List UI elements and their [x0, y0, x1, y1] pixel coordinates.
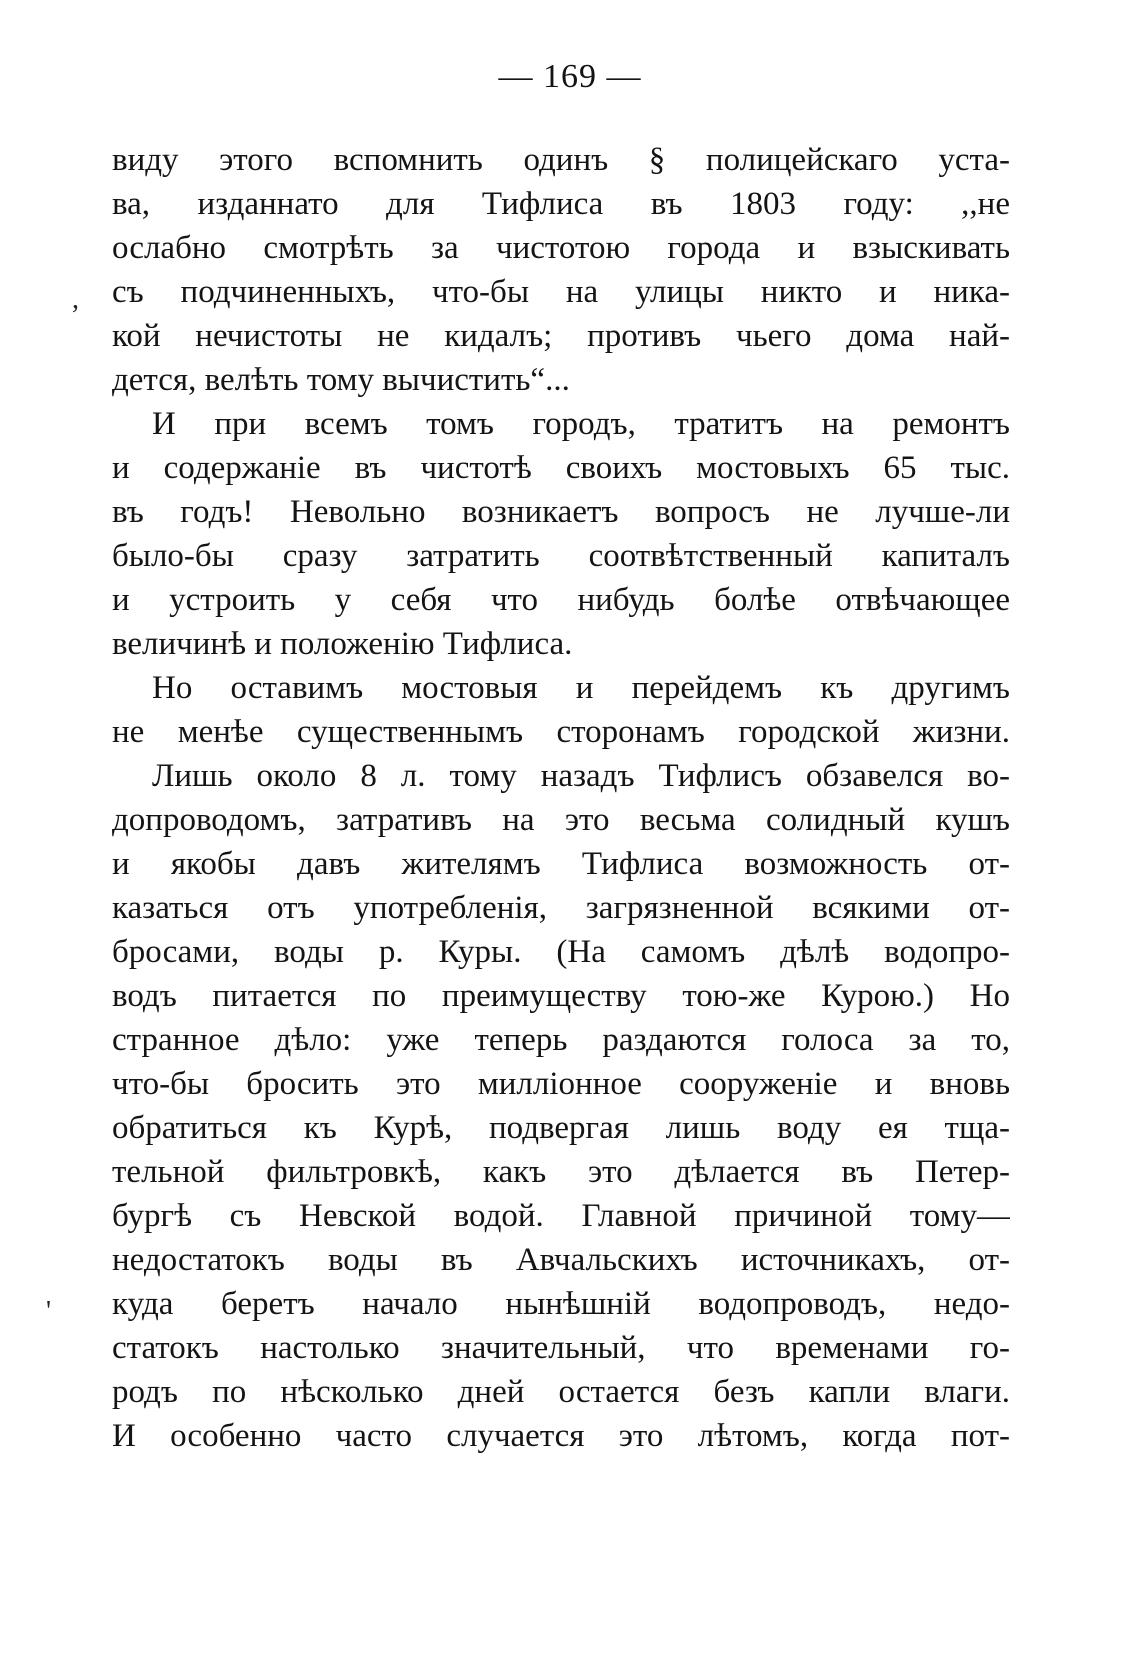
text-line: что-бы бросить это милліонное сооруженіе и вновь: [112, 1066, 1010, 1102]
text-line: бросами, воды р. Куры. (На самомъ дѣлѣ водопро-: [112, 934, 1010, 970]
text-line: водъ питается по преимуществу тою-же Курою.) Но: [112, 978, 1010, 1014]
text-line: и устроить у себя что нибудь болѣе отвѣчающее: [112, 582, 1010, 618]
text-line: странное дѣло: уже теперь раздаются голоса за то,: [112, 1022, 1010, 1058]
stray-ink-mark: ': [46, 1296, 52, 1327]
text-line: величинѣ и положенію Тифлиса.: [112, 626, 573, 662]
text-line: ва, изданнато для Тифлиса въ 1803 году: ,,не: [112, 186, 1010, 222]
text-line: Но оставимъ мостовыя и перейдемъ къ другимъ: [152, 670, 1010, 706]
text-line: родъ по нѣсколько дней остается безъ капли влаги.: [112, 1374, 1010, 1410]
text-line: и содержаніе въ чистотѣ своихъ мостовыхъ 65 тыс.: [112, 450, 1010, 486]
text-line: кой нечистоты не кидалъ; противъ чьего дома най-: [112, 318, 1010, 354]
text-line: куда беретъ начало нынѣшній водопроводъ, недо-: [112, 1286, 1010, 1322]
text-line: тельной фильтровкѣ, какъ это дѣлается въ Петер-: [112, 1154, 1010, 1190]
text-line: И при всемъ томъ городъ, тратитъ на ремонтъ: [152, 406, 1010, 442]
text-line: недостатокъ воды въ Авчальскихъ источникахъ, от-: [112, 1242, 1010, 1278]
text-line: и якобы давъ жителямъ Тифлиса возможность от-: [112, 846, 1010, 882]
text-line: виду этого вспомнить одинъ § полицейскаго уста-: [112, 142, 1010, 178]
text-line: казаться отъ употребленія, загрязненной всякими от-: [112, 890, 1010, 926]
stray-ink-mark: ,: [72, 284, 79, 315]
text-line: ослабно смотрѣть за чистотою города и взыскивать: [112, 230, 1010, 266]
body-text: [112, 138, 1010, 1458]
text-line: было-бы сразу затратить соотвѣтственный капиталъ: [112, 538, 1010, 574]
text-line: обратиться къ Курѣ, подвергая лишь воду ея тща-: [112, 1110, 1010, 1146]
text-line: съ подчиненныхъ, что-бы на улицы никто и ника-: [112, 274, 1010, 310]
text-line: И особенно часто случается это лѣтомъ, когда пот-: [112, 1418, 1010, 1454]
text-line: бургѣ съ Невской водой. Главной причиной тому—: [112, 1198, 1010, 1234]
text-line: допроводомъ, затративъ на это весьма солидный кушъ: [112, 802, 1010, 838]
text-line: дется, велѣть тому вычистить“...: [112, 362, 570, 398]
text-line: не менѣе существеннымъ сторонамъ городской жизни.: [112, 714, 1010, 750]
text-line: въ годъ! Невольно возникаетъ вопросъ не лучше-ли: [112, 494, 1010, 530]
text-line: статокъ настолько значительный, что временами го-: [112, 1330, 1010, 1366]
text-line: Лишь около 8 л. тому назадъ Тифлисъ обзавелся во-: [152, 758, 1010, 794]
page-number: — 169 —: [498, 58, 642, 95]
